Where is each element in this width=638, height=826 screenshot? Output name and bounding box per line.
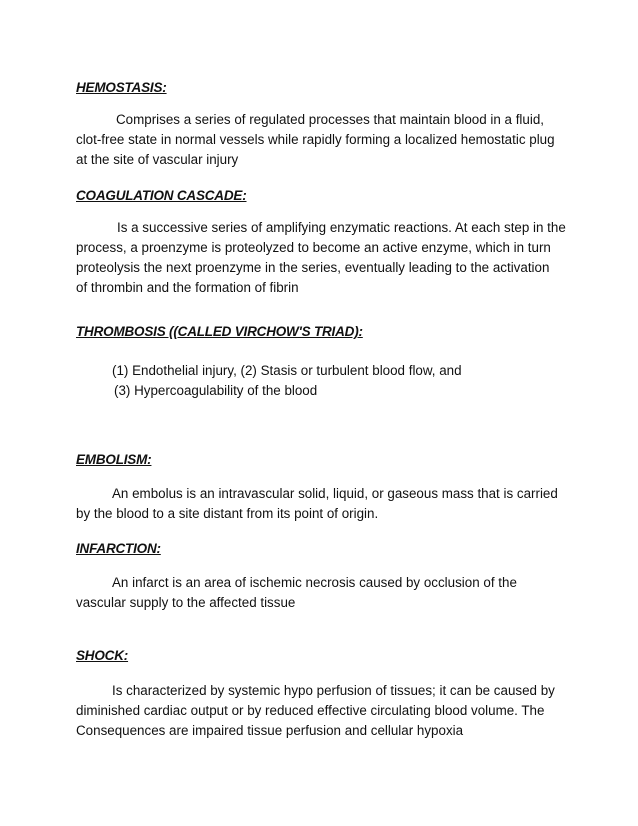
text-line: process, a proenzyme is proteolyzed to become an active enzyme, which in turn (76, 240, 551, 255)
heading-infarction: INFARCTION: (76, 541, 161, 556)
text-line: Consequences are impaired tissue perfusion and cellular hypoxia (76, 723, 464, 738)
text-line: of thrombin and the formation of fibrin (76, 280, 299, 295)
paragraph-thrombosis (76, 361, 566, 401)
text-line: proteolysis the next proenzyme in the series, eventually leading to the activation (76, 260, 550, 275)
text-line: (3) Hypercoagulability of the blood (114, 383, 318, 398)
paragraph-shock (76, 681, 566, 741)
text-line: vascular supply to the affected tissue (76, 595, 296, 610)
paragraph-infarction (76, 573, 566, 613)
text-line: (1) Endothelial injury, (2) Stasis or turbulent blood flow, and (112, 363, 462, 378)
text-line: Is a successive series of amplifying enzymatic reactions. At each step in the (117, 220, 566, 235)
text-line: Is characterized by systemic hypo perfusion of tissues; it can be caused by (112, 683, 555, 698)
heading-coagulation-cascade: COAGULATION CASCADE: (76, 188, 247, 203)
text-line: diminished cardiac output or by reduced effective circulating blood volume. The (76, 703, 545, 718)
heading-thrombosis: THROMBOSIS ((CALLED VIRCHOW'S TRIAD): (76, 324, 363, 339)
text-line: by the blood to a site distant from its point of origin. (76, 506, 379, 521)
paragraph-embolism (76, 484, 566, 524)
heading-shock: SHOCK: (76, 648, 129, 663)
text-line: An infarct is an area of ischemic necrosis caused by occlusion of the (112, 575, 517, 590)
paragraph-coagulation-cascade (76, 218, 566, 298)
heading-embolism: EMBOLISM: (76, 452, 152, 467)
text-line: at the site of vascular injury (76, 152, 239, 167)
text-line: Comprises a series of regulated processes that maintain blood in a fluid, (116, 112, 544, 127)
text-line: An embolus is an intravascular solid, liquid, or gaseous mass that is carried (112, 486, 558, 501)
text-line: clot-free state in normal vessels while rapidly forming a localized hemostatic plug (76, 132, 555, 147)
heading-hemostasis: HEMOSTASIS: (76, 80, 167, 95)
paragraph-hemostasis (76, 110, 566, 170)
